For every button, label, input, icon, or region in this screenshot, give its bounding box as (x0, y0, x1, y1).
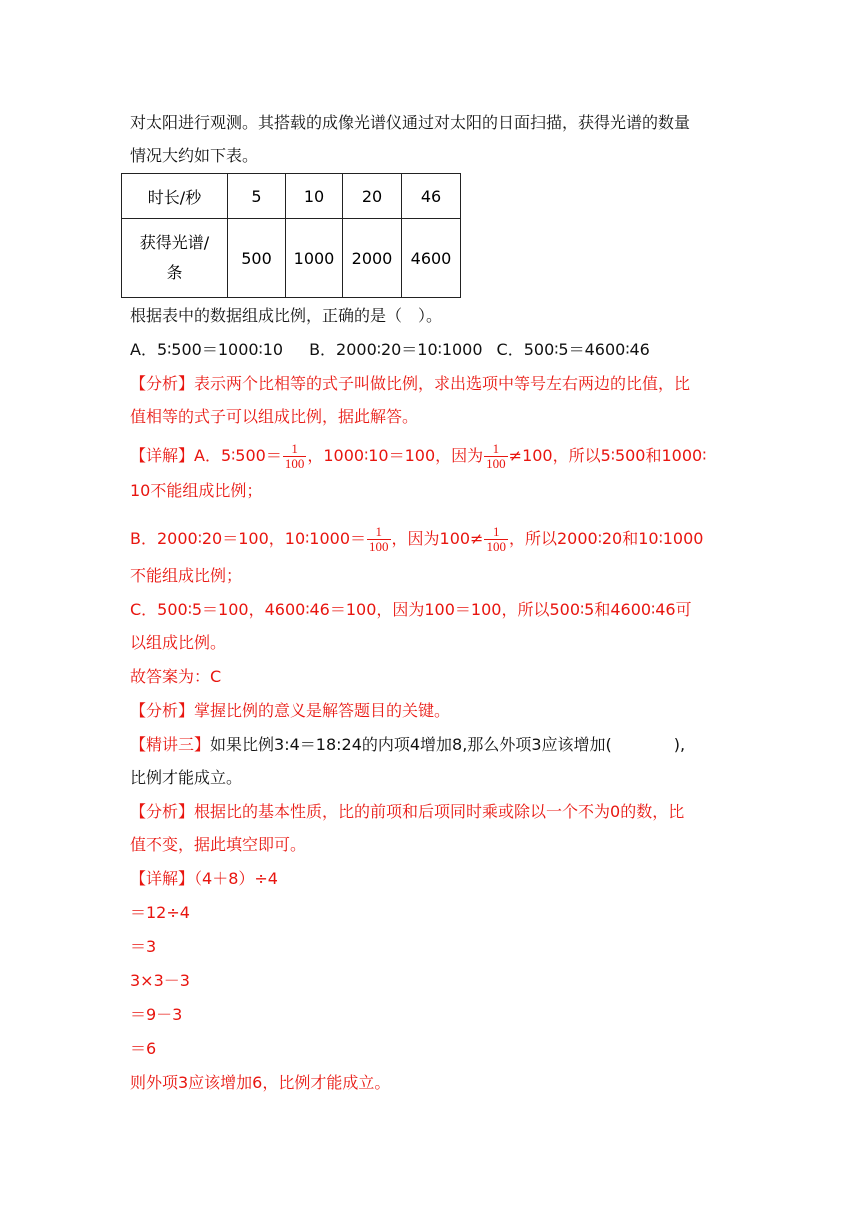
fraction-numerator: 1 (283, 442, 307, 457)
fraction (367, 525, 391, 554)
analysis-2 (130, 701, 450, 721)
analysis-tag: 【分析】 (130, 374, 195, 393)
table-header-spectra-line-2: 条 (166, 263, 183, 282)
analysis-3-line-2: 值不变，据此填空即可。 (130, 835, 307, 854)
spectrum-table (121, 173, 461, 298)
fraction-numerator: 1 (367, 525, 391, 540)
table-cell: 2000 (343, 219, 402, 298)
detail-2-text: （4＋8）÷4 (194, 869, 278, 888)
table-cell: 1000 (286, 219, 343, 298)
detail-1-line-c2: 以组成比例。 (130, 633, 227, 652)
fraction-denominator: 100 (284, 456, 305, 471)
detail-tag: 【详解】 (130, 446, 195, 465)
detail-b-text: ，因为100≠ (391, 529, 484, 548)
detail-tag: 【详解】 (130, 869, 195, 888)
detail-2-step-3: ＝3 (130, 937, 157, 956)
detail-2-step-1 (130, 869, 278, 889)
analysis-1-line-1 (130, 374, 690, 394)
intro-line-1: 对太阳进行观测。其搭载的成像光谱仪通过对太阳的日面扫描，获得光谱的数量 (130, 113, 691, 132)
analysis-3-line-1 (130, 802, 684, 822)
detail-a-text: A．5∶500＝ (194, 446, 282, 465)
table-header-spectra (122, 219, 228, 298)
detail-2-step-5: ＝9－3 (130, 1005, 183, 1024)
detail-1-line-b2: 不能组成比例； (130, 566, 243, 585)
detail-b-text: B．2000∶20＝100，10∶1000＝ (130, 529, 367, 548)
fraction-numerator: 1 (484, 442, 508, 457)
detail-2-step-2: ＝12÷4 (130, 903, 190, 922)
detail-2-step-6: ＝6 (130, 1039, 157, 1058)
analysis-1-line-2: 值相等的式子可以组成比例，据此解答。 (130, 407, 419, 426)
option-a: A．5∶500＝1000∶10 (130, 340, 284, 359)
fraction (484, 442, 508, 471)
table-cell: 500 (228, 219, 286, 298)
analysis-tag: 【分析】 (130, 701, 195, 720)
table-row (122, 174, 461, 219)
table-cell: 46 (402, 174, 461, 219)
detail-1-line-a (130, 442, 706, 471)
fraction (484, 525, 508, 554)
detail-2-conclusion: 则外项3应该增加6，比例才能成立。 (130, 1073, 391, 1092)
table-cell: 20 (343, 174, 402, 219)
fraction (283, 442, 307, 471)
table-cell: 10 (286, 174, 343, 219)
table-header-duration: 时长/秒 (122, 174, 228, 219)
detail-2-step-4: 3×3－3 (130, 971, 190, 990)
detail-a-text: ≠100，所以5∶500和1000∶ (508, 446, 707, 465)
lecture-tag: 【精讲三】 (130, 735, 211, 754)
detail-a-text: ，1000∶10＝100，因为 (307, 446, 484, 465)
table-row (122, 219, 461, 298)
lecture-3-line-1 (130, 735, 685, 755)
fraction-denominator: 100 (369, 539, 389, 554)
detail-1-line-c: C．500∶5＝100，4600∶46＝100，因为100＝100，所以500∶5和4600∶46可 (130, 600, 692, 619)
question-text: 根据表中的数据组成比例，正确的是（ ）。 (130, 306, 443, 325)
analysis-3-text: 根据比的基本性质，比的前项和后项同时乘或除以一个不为0的数，比 (194, 802, 685, 821)
fraction-numerator: 1 (484, 525, 508, 540)
lecture-3-text: 如果比例3:4＝18:24的内项4增加8,那么外项3应该增加( (210, 735, 612, 754)
detail-1-line-a2: 10不能组成比例； (130, 481, 263, 500)
table-cell: 4600 (402, 219, 461, 298)
fraction-denominator: 100 (486, 539, 506, 554)
analysis-1-text: 表示两个比相等的式子叫做比例，求出选项中等号左右两边的比值，比 (194, 374, 691, 393)
lecture-3-text: ), (673, 735, 686, 754)
option-c: C．500∶5＝4600∶46 (496, 340, 650, 359)
fraction-denominator: 100 (486, 456, 506, 471)
lecture-3-line-2: 比例才能成立。 (130, 768, 243, 787)
analysis-2-text: 掌握比例的意义是解答题目的关键。 (194, 701, 451, 720)
question-options (130, 340, 650, 360)
detail-b-text: ，所以2000∶20和10∶1000 (508, 529, 704, 548)
detail-1-line-b (130, 525, 703, 554)
intro-line-2: 情况大约如下表。 (130, 146, 259, 165)
analysis-tag: 【分析】 (130, 802, 195, 821)
table-cell: 5 (228, 174, 286, 219)
option-b: B．2000∶20＝10∶1000 (309, 340, 483, 359)
table-header-spectra-line-1: 获得光谱/ (139, 233, 210, 252)
answer-1: 故答案为：C (130, 667, 222, 686)
